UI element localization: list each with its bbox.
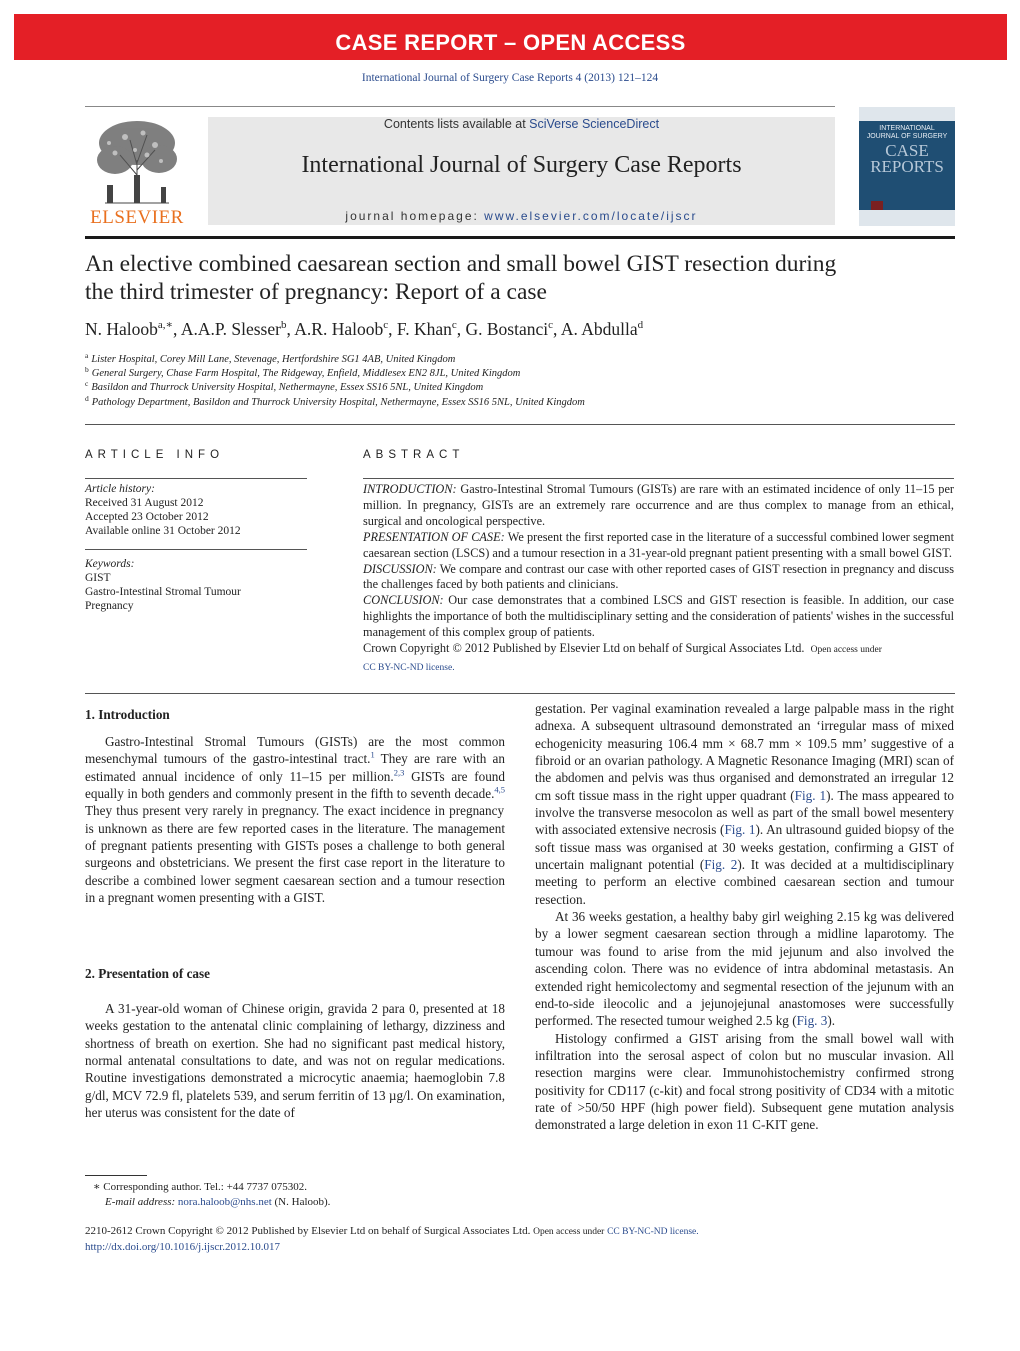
figure-link[interactable]: Fig. 2	[704, 857, 738, 873]
author-list	[85, 318, 955, 340]
affiliation-text: Pathology Department, Basildon and Thurrock University Hospital, Nethermayne, Essex SS16 5NL, United Kingdom	[91, 397, 585, 408]
body-divider	[85, 693, 955, 694]
affiliation-text: Lister Hospital, Corey Mill Lane, Stevenage, Hertfordshire SG1 4AB, United Kingdom	[91, 354, 456, 365]
cover-top-band	[859, 107, 955, 121]
figure-link[interactable]: Fig. 3	[796, 1013, 828, 1029]
cover-title	[859, 125, 955, 141]
author-separator: ,	[456, 319, 466, 339]
keyword: Gastro-Intestinal Stromal Tumour	[85, 586, 241, 598]
page-footer	[85, 1224, 955, 1255]
text-run: ). An ultrasound guided biopsy of the soft tissue mass was organised at 30 weeks gestation, confirming a GIST of uncertain malignant potential (	[535, 822, 954, 873]
figure-link[interactable]: Fig. 1	[724, 822, 756, 838]
author-separator: ,	[388, 319, 397, 339]
presentation-text	[85, 1000, 505, 1121]
keywords-block	[85, 557, 307, 613]
affiliation-mark: b	[85, 365, 89, 374]
cover-title-line2: JOURNAL OF SURGERY	[866, 133, 948, 140]
homepage-link[interactable]: www.elsevier.com/locate/ijscr	[484, 209, 698, 223]
cover-bottom-band	[859, 210, 955, 226]
contents-prefix: Contents lists available at	[383, 117, 530, 131]
journal-reference-link[interactable]: International Journal of Surgery Case Reports 4 (2013) 121–124	[361, 72, 659, 84]
abstract-text: We present the first reported case in the literature of a successful combined lower segment caesarean section (LSCS) and a tumour resection in a 31-year-old pregnant patient presenting with a small bowel GIST.	[363, 529, 954, 560]
affiliation	[85, 351, 455, 365]
abstract-text: Our case demonstrates that a combined LSCS and GIST resection is feasible. In addition, our case highlights the importance of both the multidisciplinary setting and the consideration of patients' wishes in the successful management of this complex group of patients.	[363, 593, 954, 640]
text-run: At 36 weeks gestation, a healthy baby girl weighing 2.15 kg was delivered by a lower segment caesarean section through a midline laparotomy. The tumour was found to arise from the mid jejunum and also involved the ascending colon. There was no evidence of intra abdominal metastasis. An extended right hemicolectomy and segmental resection of the jejunum with an end-to-side ileocolic and a jejunojejunal anastomoses were successfully performed. The resected tumour weighed 2.5 kg (	[535, 909, 954, 1029]
open-access-banner: CASE REPORT – OPEN ACCESS	[14, 14, 1007, 60]
corresponding-author-footnote	[85, 1180, 505, 1210]
abstract-label: INTRODUCTION:	[363, 482, 457, 496]
abstract-discussion	[363, 562, 954, 594]
open-access-text: Open access under	[810, 645, 882, 656]
cover-big-line1: CASE	[885, 141, 929, 160]
author[interactable]: A. Abdulla	[560, 319, 638, 339]
author-affil-mark[interactable]: a,∗	[157, 319, 174, 331]
section-heading-presentation: 2. Presentation of case	[85, 966, 211, 981]
author-affil-mark[interactable]: b	[280, 319, 287, 331]
text-run: gestation. Per vaginal examination revealed a large palpable mass in the right adnexa. A subsequent ultrasound demonstrated an ‘irregular mass of mixed echogenicity measuring 106.4 mm × 68.7 mm × 109.5 mm’ suggestive of a fibroid or an ovarian pathology. A Magnetic Resonance Imaging (MRI) scan of the abdomen and pelvis was thus organised and demonstrated an irregular 12 cm soft tissue mass in the right upper quadrant (	[535, 701, 954, 803]
footer-copyright-text: 2210-2612 Crown Copyright © 2012 Published by Elsevier Ltd on behalf of Surgical Associates Ltd.	[85, 1225, 531, 1237]
author[interactable]: A.R. Haloob	[294, 319, 384, 339]
figure-link[interactable]: Fig. 1	[794, 787, 827, 803]
history-label: Article history:	[85, 483, 155, 495]
abstract-label: CONCLUSION:	[363, 593, 444, 608]
abstract-label: PRESENTATION OF CASE:	[363, 529, 505, 544]
text-run: ). It was decided at a multidisciplinary meeting to perform an elective combined caesarean section and tumour resection.	[535, 857, 955, 907]
abstract-presentation	[363, 530, 954, 562]
cover-title-line1: INTERNATIONAL	[879, 125, 935, 132]
article-title-line1: An elective combined caesarean section and small bowel GIST resection during	[85, 251, 837, 277]
email-line	[85, 1195, 505, 1210]
author-separator: ,	[286, 319, 295, 339]
abstract-heading: ABSTRACT	[363, 449, 465, 461]
paragraph	[85, 733, 505, 906]
text-run: ).	[827, 1013, 836, 1029]
cover-big-title	[859, 143, 955, 175]
accepted-date: Accepted 23 October 2012	[85, 511, 209, 523]
affiliation-mark: c	[85, 379, 89, 388]
abstract-divider	[363, 478, 954, 479]
paragraph	[535, 700, 954, 908]
text-run: They are rare with an estimated annual incidence of only 11–15 per million.	[85, 751, 505, 784]
online-date: Available online 31 October 2012	[85, 525, 241, 537]
citation-link[interactable]: 1	[370, 749, 375, 760]
affiliation-text: General Surgery, Chase Farm Hospital, The Ridgeway, Enfield, Middlesex EN2 8JL, United Kingdom	[91, 368, 521, 379]
article-history	[85, 482, 307, 538]
article-title	[85, 250, 955, 306]
journal-homepage	[208, 209, 835, 223]
citation-link[interactable]: 2,3	[393, 767, 405, 778]
received-date: Received 31 August 2012	[85, 497, 204, 509]
keyword: GIST	[85, 572, 111, 584]
paragraph	[535, 908, 954, 1029]
text-run: They thus present very rarely in pregnancy. The exact incidence in pregnancy is unknown as there are few reported cases in the literature. The management of pregnant patients presenting with GISTs poses a challenge to both general surgeons and obstetricians. We present the first case report in the literature to describe a combined lower segment caesarean section and a tumour resection in a pregnant women presenting with a GIST.	[85, 803, 505, 906]
abstract-label: DISCUSSION:	[363, 561, 437, 576]
footer-copyright	[85, 1224, 955, 1240]
article-info-divider	[85, 549, 307, 550]
email-suffix: (N. Haloob).	[271, 1196, 331, 1208]
abstract-copyright	[363, 641, 954, 677]
corresponding-author: ∗ Corresponding author. Tel.: +44 7737 075302.	[93, 1181, 308, 1193]
email-link[interactable]: nora.haloob@nhs.net	[177, 1196, 272, 1208]
journal-title: International Journal of Surgery Case Reports	[301, 152, 742, 178]
contents-availability	[208, 117, 835, 131]
abstract-text: Gastro-Intestinal Stromal Tumours (GISTs) are rare with an estimated incidence of only 11–15 per million. In pregnancy, GISTs are an extremely rare occurrence and are thus complex to manage from an ethical, surgical and oncological perspective.	[363, 482, 954, 528]
text-run: ). The mass appeared to involve the transverse mesocolon as well as part of the small bowel mesentery with associated extensive necrosis (	[535, 787, 955, 838]
section-divider	[85, 424, 955, 425]
text-run: Gastro-Intestinal Stromal Tumours (GISTs) are the most common mesenchymal tumours of the gastro-intestinal tract.	[85, 734, 505, 767]
author-affil-mark[interactable]: c	[383, 319, 389, 331]
license-link[interactable]: CC BY-NC-ND license.	[363, 662, 455, 673]
footer-open-access: Open access under	[533, 1227, 605, 1237]
author-affil-mark[interactable]: d	[637, 319, 644, 331]
journal-cover-image[interactable]	[859, 107, 955, 226]
abstract-introduction	[363, 482, 954, 530]
affiliation-mark: d	[85, 394, 89, 403]
section-heading-introduction: 1. Introduction	[85, 707, 170, 722]
keywords-label: Keywords:	[85, 558, 135, 570]
paragraph: Histology confirmed a GIST arising from the small bowel wall with infiltration into the serosal aspect of colon but no muscular invasion. All resection margins were clear. Immunohistochemistry confirmed strong positivity for CD117 (c-kit) and focal strong positivity of CD34 with a mitotic rate of >50/50 HPF (high power field). Subsequent gene mutation analysis demonstrated a large deletion in exon 11 C-KIT gene.	[535, 1030, 954, 1133]
publisher-name: ELSEVIER	[90, 207, 184, 228]
doi-link[interactable]: http://dx.doi.org/10.1016/j.ijscr.2012.10.017	[85, 1241, 281, 1253]
article-info-heading: ARTICLE INFO	[85, 449, 225, 461]
homepage-prefix: journal homepage:	[345, 209, 485, 223]
paragraph: A 31-year-old woman of Chinese origin, gravida 2 para 0, presented at 18 weeks gestation to the antenatal clinic complaining of lethargy, dizziness and shortness of breath on exertion. She had no significant past medical history, normal antenatal consultations to date, and was not on regular medications. Routine investigations demonstrated a microcytic anaemia; haemoglobin 7.8 g/dl, MCV 72.9 fl, platelets 539, and serum ferritin of 13 µg/l. On examination, her uterus was consistent for the date of	[85, 1001, 505, 1121]
affiliation	[85, 394, 585, 408]
affiliation	[85, 365, 520, 379]
article-title-line2: the third trimester of pregnancy: Report of a case	[85, 279, 547, 305]
header-thick-divider	[85, 236, 955, 239]
abstract-body	[363, 482, 954, 677]
citation-link[interactable]: 4,5	[494, 784, 505, 795]
footnote-rule	[85, 1175, 147, 1176]
right-column-text	[535, 700, 954, 1134]
author-separator: ,	[173, 319, 181, 339]
author[interactable]: A.A.P. Slesser	[180, 319, 281, 339]
introduction-text	[85, 733, 505, 906]
affiliation-text: Basildon and Thurrock University Hospital, Nethermayne, Essex SS16 5NL, United Kingdom	[91, 382, 484, 393]
footer-license-link[interactable]: CC BY-NC-ND license.	[607, 1227, 699, 1237]
abstract-conclusion	[363, 593, 954, 641]
author[interactable]: G. Bostanci	[465, 319, 549, 339]
author[interactable]: F. Khan	[396, 319, 452, 339]
cover-big-line2: REPORTS	[870, 157, 944, 176]
abstract-text: We compare and contrast our case with other reported cases of GIST resection in pregnancy and discuss the challenges faced by both patients and clinicians.	[363, 561, 954, 592]
author-separator: ,	[553, 319, 561, 339]
text-run: GISTs are found equally in both genders and commonly present in the fifth to seventh decade.	[85, 768, 505, 802]
header-divider	[85, 106, 835, 107]
email-label: E-mail address:	[105, 1196, 176, 1208]
author-affil-mark[interactable]: c	[451, 319, 457, 331]
article-info-divider	[85, 478, 307, 479]
sciencedirect-link[interactable]: SciVerse ScienceDirect	[529, 117, 660, 131]
keyword: Pregnancy	[85, 600, 134, 612]
author[interactable]: N. Haloob	[85, 319, 158, 339]
copyright-text: Crown Copyright © 2012 Published by Elsevier Ltd on behalf of Surgical Associates Ltd.	[363, 641, 805, 656]
affiliation	[85, 379, 483, 393]
author-affil-mark[interactable]: c	[548, 319, 554, 331]
affiliation-mark: a	[85, 351, 89, 360]
